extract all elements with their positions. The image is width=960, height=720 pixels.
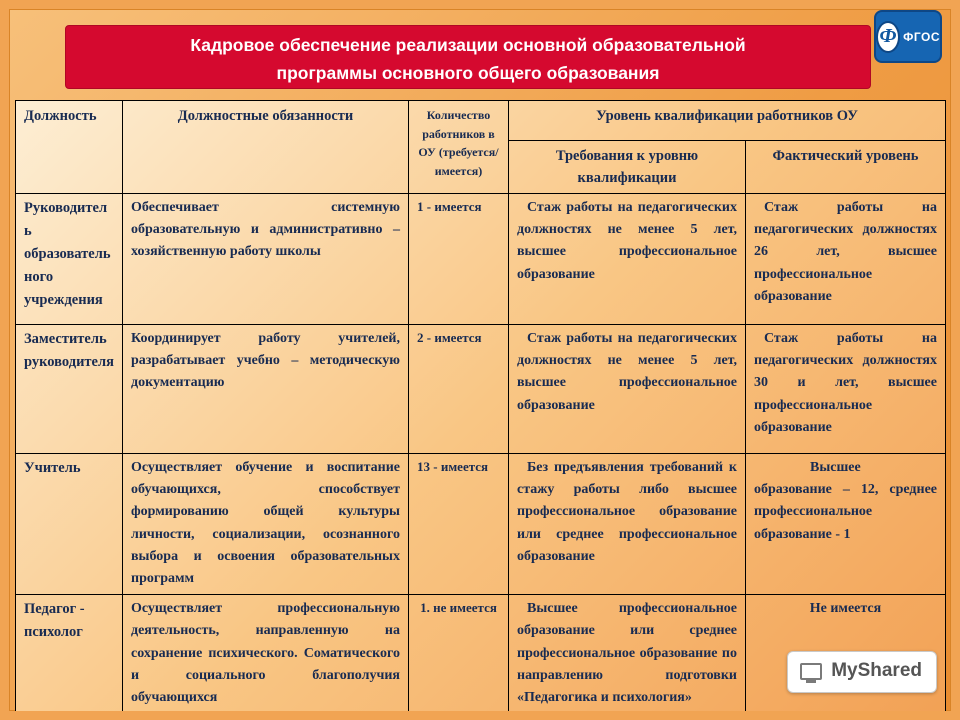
header-row-1 (16, 101, 946, 141)
row-0-requirements-cell: Стаж работы на педагогических должностях не менее 5 лет, высшее профессиональное образование (509, 193, 746, 324)
fgos-logo (874, 10, 942, 63)
header-count: Количество работников в ОУ (требуется/ имеется) (409, 101, 509, 194)
page-title-line2: программы основного общего образования (276, 63, 660, 84)
row-1-actual-cell: Стаж работы на педагогических должностях 30 и лет, высшее профессиональное образование (746, 324, 946, 453)
fgos-logo-icon (876, 21, 900, 53)
header-position: Должность (16, 101, 123, 194)
myshared-label: MyShared (831, 660, 922, 681)
row-2-count-cell: 13 - имеется (409, 453, 509, 594)
row-2-position-cell: Учитель (16, 453, 123, 594)
fgos-logo-label: ФГОС (903, 29, 940, 44)
title-banner (65, 25, 871, 89)
row-1-count-cell: 2 - имеется (409, 324, 509, 453)
header-duties: Должностные обязанности (123, 101, 409, 194)
table-row-director (16, 193, 946, 324)
page-title-line1: Кадровое обеспечение реализации основной образовательной (190, 35, 746, 55)
staffing-table (15, 100, 946, 720)
row-0-count-cell: 1 - имеется (409, 193, 509, 324)
row-3-count-cell: 1. не имеется (409, 594, 509, 720)
row-2-actual-cell: Высшее образование – 12, среднее профессиональное образование - 1 (746, 453, 946, 594)
header-qualification: Уровень квалификации работников ОУ (509, 101, 946, 141)
row-0-duties-cell: Обеспечивает системную образовательную и административно – хозяйственную работу школы (123, 193, 409, 324)
row-0-actual-cell: Стаж работы на педагогических должностях 26 лет, высшее профессиональное образование (746, 193, 946, 324)
row-3-requirements-cell: Высшее профессиональное образование или среднее профессиональное образование по направлению подготовки «Педагогика и психология» (509, 594, 746, 720)
row-0-position-cell: Руководитель образовательного учреждения (16, 193, 123, 324)
row-2-duties-cell: Осуществляет обучение и воспитание обучающихся, способствует формированию общей культуры личности, социализации, осознанного выбора и освоения образовательных программ (123, 453, 409, 594)
table-row-deputy (16, 324, 946, 453)
row-1-requirements-cell: Стаж работы на педагогических должностях не менее 5 лет, высшее профессиональное образование (509, 324, 746, 453)
header-actual: Фактический уровень (746, 141, 946, 194)
myshared-watermark (787, 651, 937, 693)
monitor-icon (800, 663, 822, 680)
header-requirements: Требования к уровню квалификации (509, 141, 746, 194)
row-3-position-cell: Педагог - психолог (16, 594, 123, 720)
table-row-teacher (16, 453, 946, 594)
row-2-requirements-cell: Без предъявления требований к стажу работы либо высшее профессиональное образование или среднее профессиональное образование (509, 453, 746, 594)
row-1-duties-cell: Координирует работу учителей, разрабатывает учебно – методическую документацию (123, 324, 409, 453)
fgos-monogram: Ф (879, 25, 897, 47)
row-3-actual-cell: Не имеется (746, 594, 946, 720)
row-1-position-cell: Заместитель руководителя (16, 324, 123, 453)
row-3-duties-cell: Осуществляет профессиональную деятельность, направленную на сохранение психического. Соматического и социального благополучия обучающихся (123, 594, 409, 720)
